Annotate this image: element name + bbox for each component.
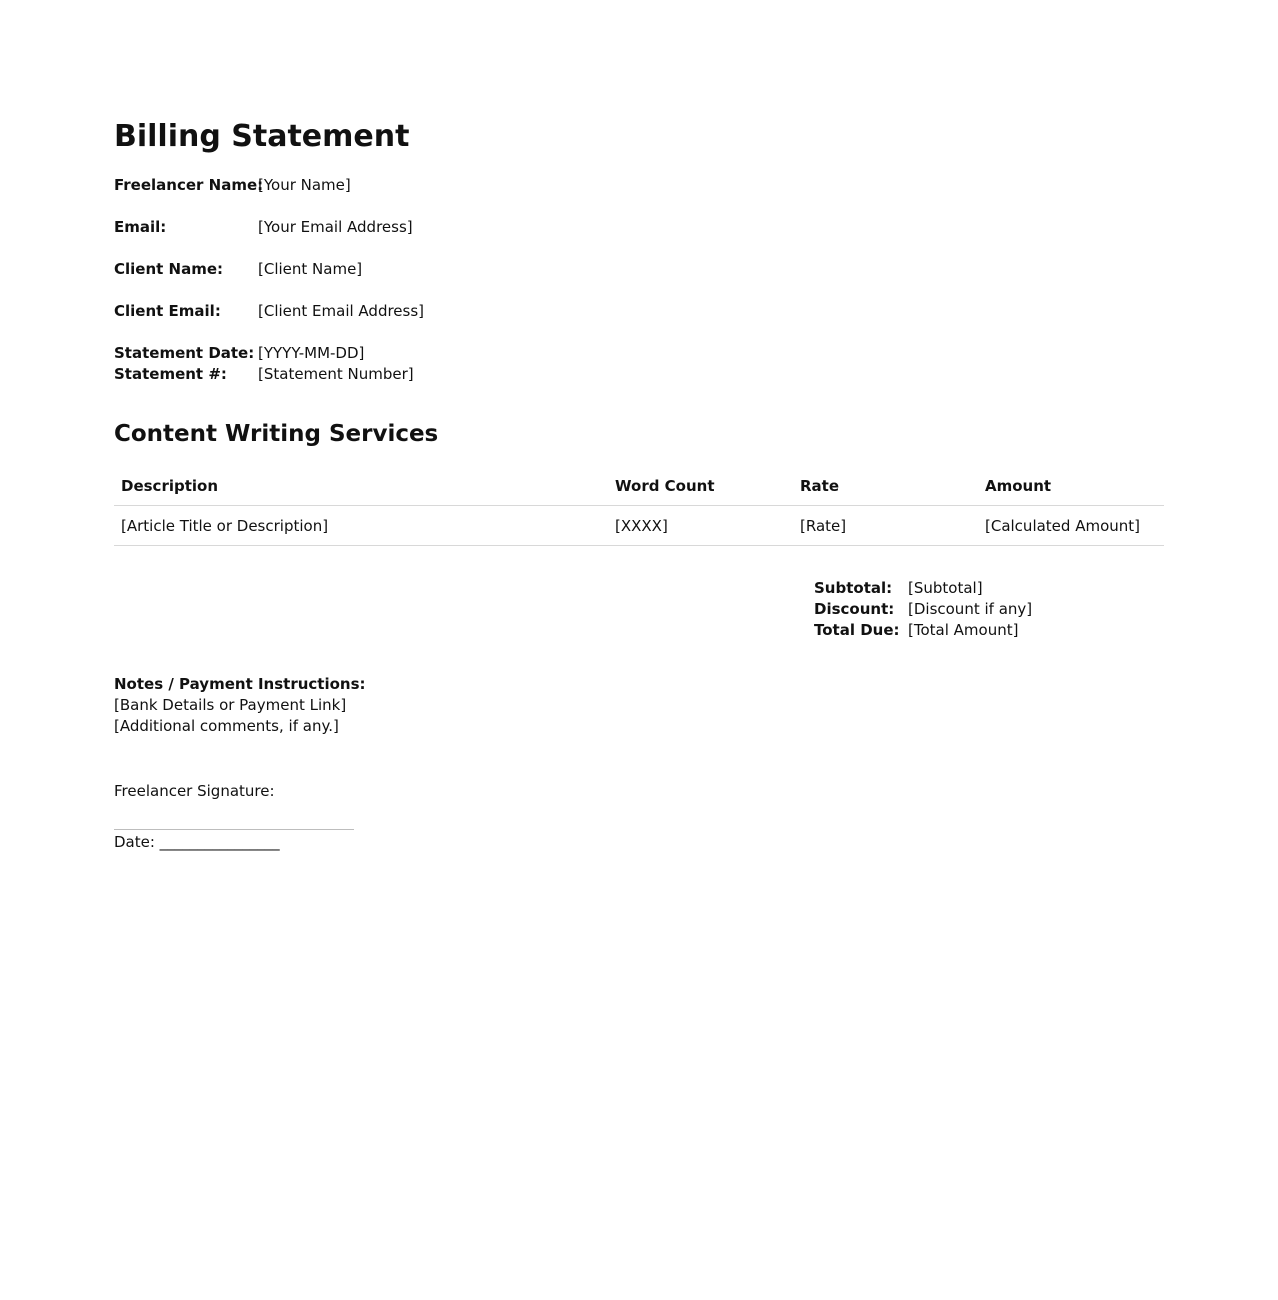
info-label: Client Name: xyxy=(114,260,224,278)
notes-section xyxy=(114,674,366,737)
info-value: [Your Name] xyxy=(258,176,351,194)
cell-amount: [Calculated Amount] xyxy=(978,506,1164,546)
info-label: Client Email: xyxy=(114,302,221,320)
total-value: [Total Amount] xyxy=(908,621,1019,639)
info-value: [Client Email Address] xyxy=(258,302,425,320)
notes-line: [Bank Details or Payment Link] xyxy=(114,696,347,714)
services-table xyxy=(114,466,1164,546)
table-header-row xyxy=(114,466,1164,506)
document-title: Billing Statement xyxy=(114,119,410,154)
table-row xyxy=(114,506,1164,546)
cell-word-count: [XXXX] xyxy=(608,506,793,546)
column-header-rate: Rate xyxy=(793,466,978,506)
total-label: Total Due: xyxy=(814,621,900,639)
column-header-amount: Amount xyxy=(978,466,1164,506)
total-label: Subtotal: xyxy=(814,579,893,597)
signature-label: Freelancer Signature: xyxy=(114,782,275,800)
signature-line xyxy=(114,829,354,830)
signature-date: Date: ________________ xyxy=(114,833,280,851)
info-label: Statement Date: xyxy=(114,344,255,362)
info-value: [YYYY-MM-DD] xyxy=(258,344,365,362)
info-label: Email: xyxy=(114,218,167,236)
info-label: Freelancer Name: xyxy=(114,176,264,194)
total-value: [Subtotal] xyxy=(908,579,983,597)
notes-line: [Additional comments, if any.] xyxy=(114,717,339,735)
info-value: [Statement Number] xyxy=(258,365,414,383)
total-label: Discount: xyxy=(814,600,895,618)
services-section-title: Content Writing Services xyxy=(114,421,439,447)
info-value: [Client Name] xyxy=(258,260,363,278)
total-value: [Discount if any] xyxy=(908,600,1033,618)
notes-title: Notes / Payment Instructions: xyxy=(114,675,366,693)
column-header-word-count: Word Count xyxy=(608,466,793,506)
info-value: [Your Email Address] xyxy=(258,218,413,236)
info-label: Statement #: xyxy=(114,365,227,383)
column-header-description: Description xyxy=(114,466,608,506)
cell-description: [Article Title or Description] xyxy=(114,506,608,546)
cell-rate: [Rate] xyxy=(793,506,978,546)
